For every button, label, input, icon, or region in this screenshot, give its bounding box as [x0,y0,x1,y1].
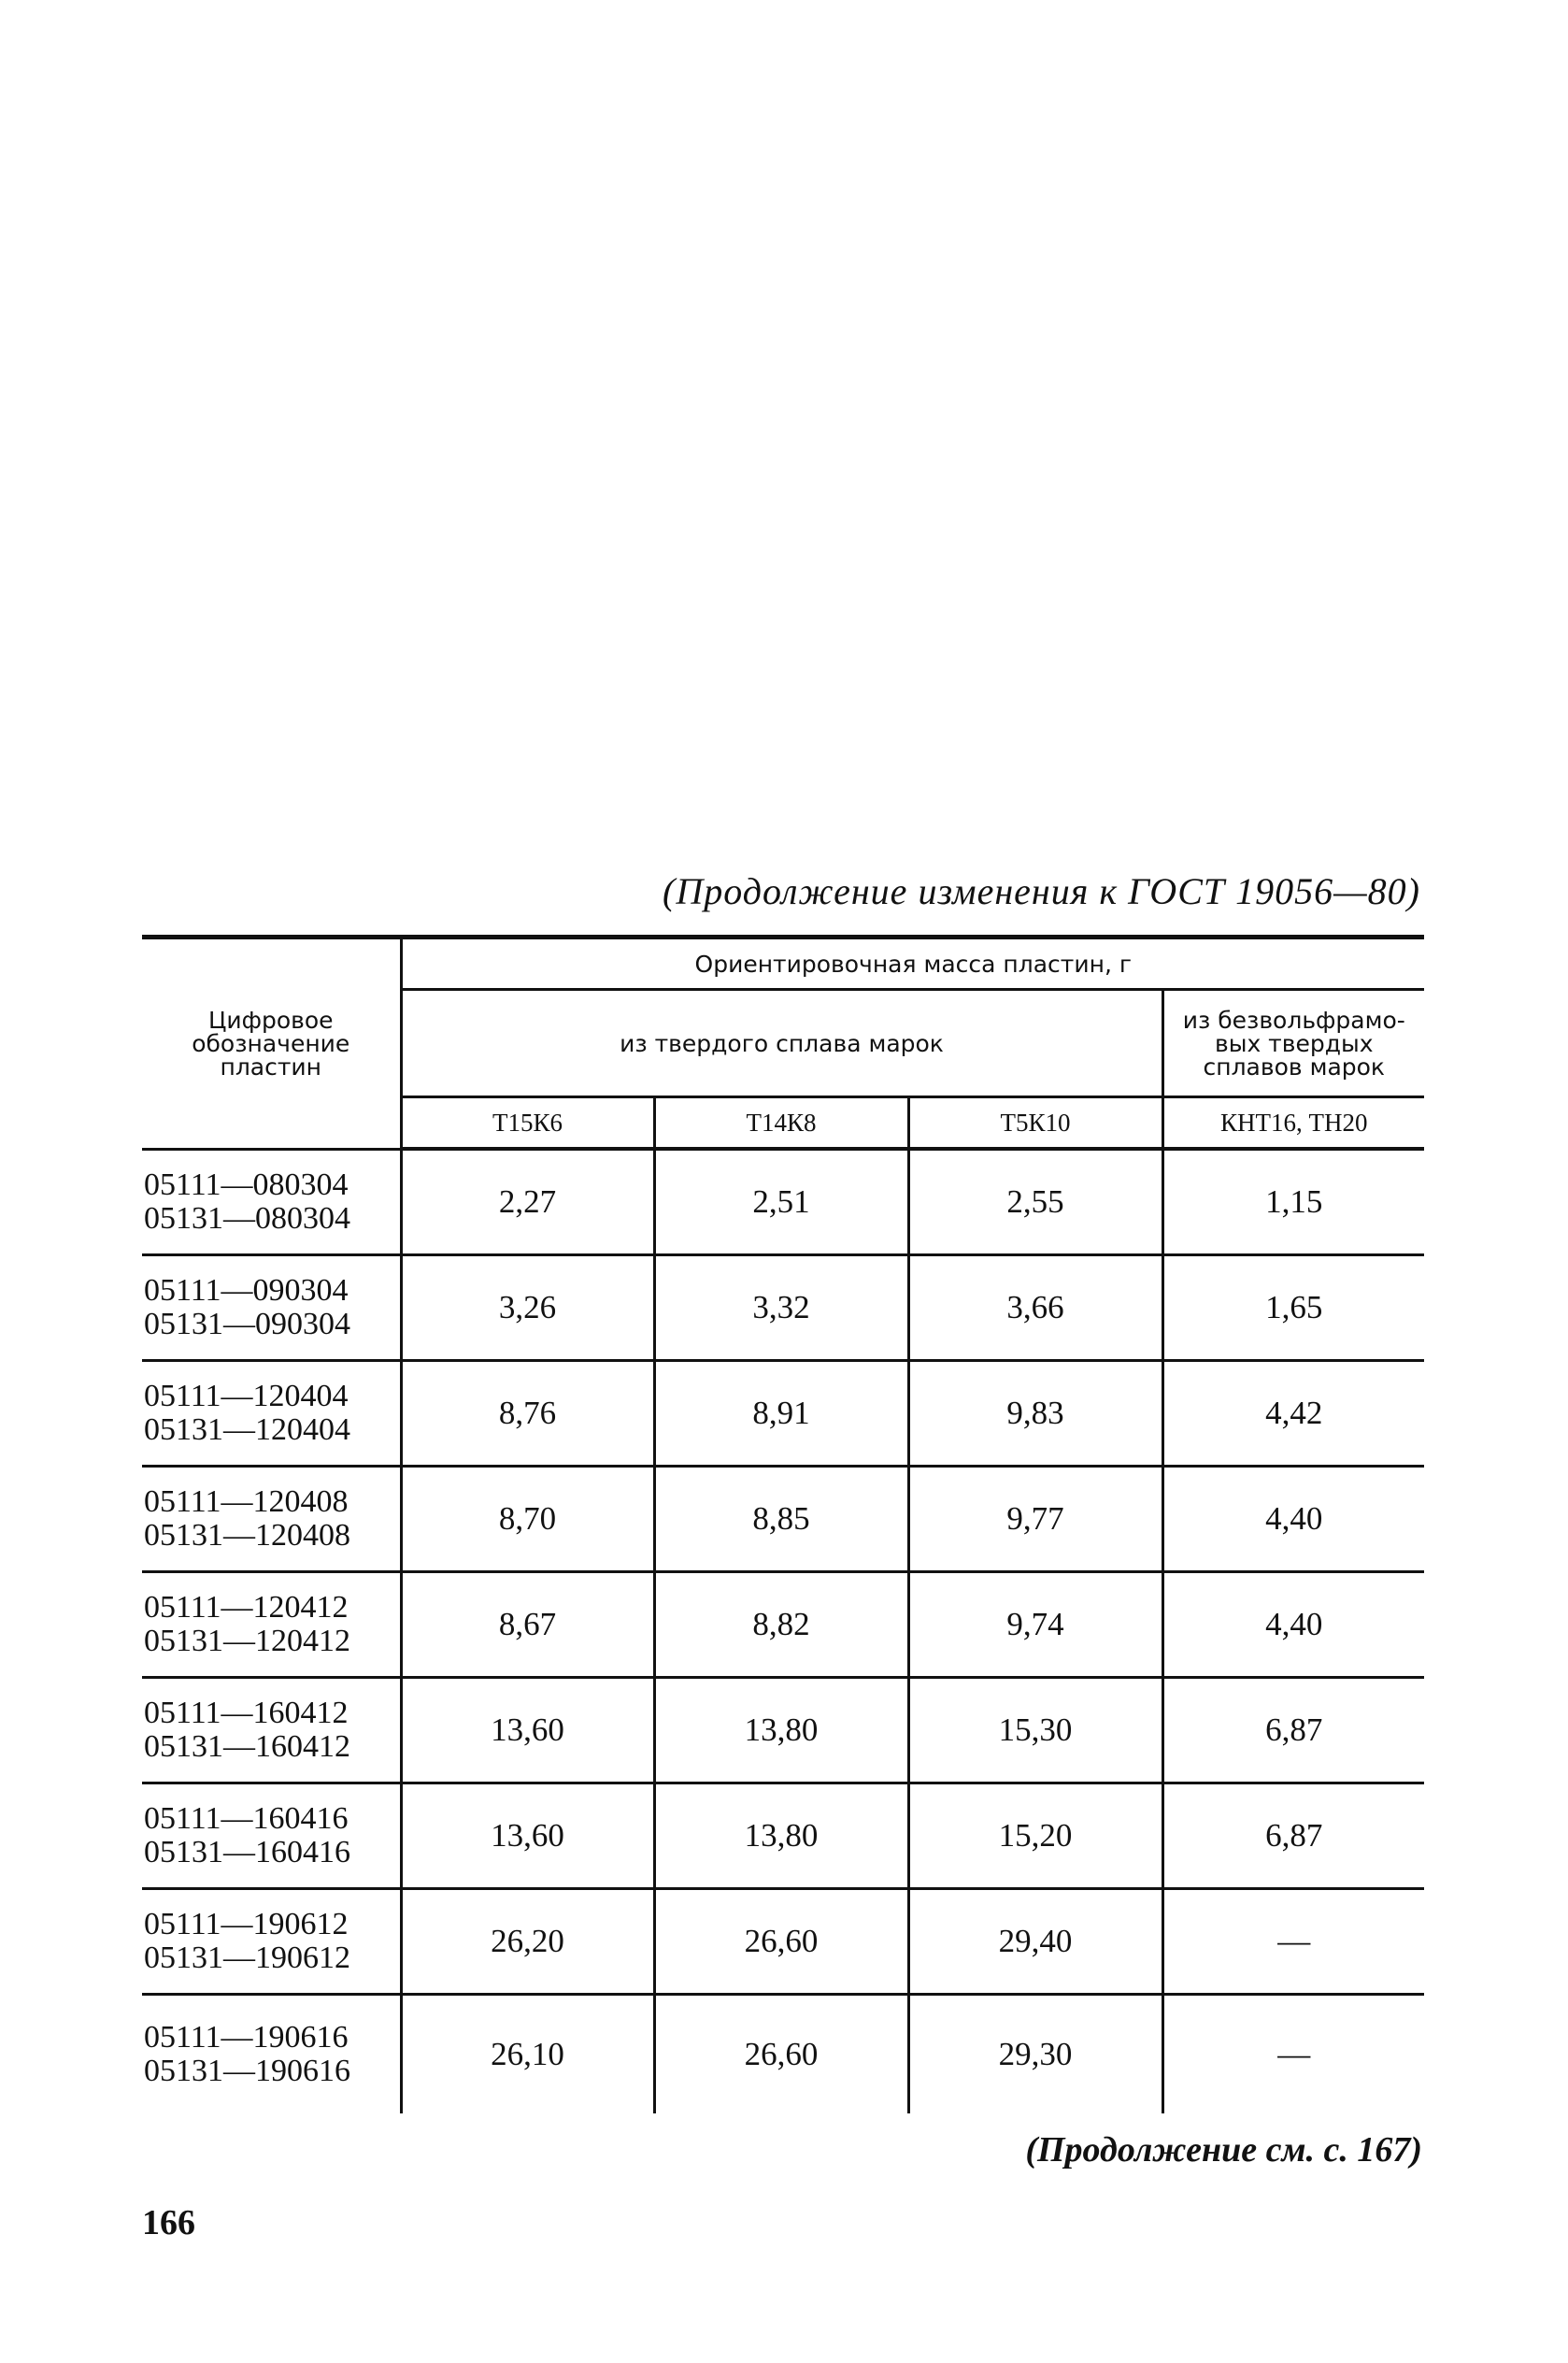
plate-mass-table [142,935,1424,2113]
subgroup-tungsten-free-cell [1162,990,1424,1097]
mass-value-cell: 3,66 [908,1255,1162,1361]
plate-code-line: 05111—090304 [144,1273,349,1309]
row-header-label: Цифровое обозначение пластин [192,1006,350,1081]
mass-value-cell: 4,42 [1162,1361,1424,1467]
row-header-cell [142,938,401,1150]
mass-value-cell: 9,83 [908,1361,1162,1467]
mass-value-cell: 15,30 [908,1678,1162,1783]
mass-value-cell: 8,76 [401,1361,654,1467]
plate-code-line: 05111—160416 [144,1801,349,1837]
page-number: 166 [142,2203,195,2242]
mass-value-cell: 2,27 [401,1149,654,1255]
plate-mass-table-wrapper [142,935,1424,2113]
mass-value-cell: 8,67 [401,1572,654,1678]
mass-value-cell: 8,82 [654,1572,908,1678]
plate-code-line: 05131—120408 [144,1518,350,1553]
mass-value-cell: 8,91 [654,1361,908,1467]
plate-code-line: 05111—120404 [144,1379,349,1414]
mass-value-cell: — [1162,1995,1424,2114]
mass-value-cell: 3,32 [654,1255,908,1361]
mass-value-cell: 29,30 [908,1995,1162,2114]
subgroup-hard-alloy-cell [401,990,1162,1097]
plate-code-line: 05131—160416 [144,1835,350,1869]
mass-value-cell: 26,60 [654,1889,908,1995]
mass-value-cell: — [1162,1889,1424,1995]
mass-value-cell: 3,26 [401,1255,654,1361]
mass-value-cell: 8,85 [654,1467,908,1572]
mass-value-cell: 26,10 [491,2036,564,2072]
column-header-t14k8: Т14К8 [654,1097,908,1150]
plate-code-line: 05131—080304 [144,1200,350,1236]
mass-value-cell: 2,55 [908,1149,1162,1255]
mass-value-cell: 9,74 [908,1572,1162,1678]
continuation-footer: (Продолжение см. с. 167) [1025,2130,1422,2170]
mass-value-cell: 26,20 [401,1889,654,1995]
mass-value-cell: 2,51 [654,1149,908,1255]
table-row [142,1889,1424,1995]
column-header-knt16-tn20: КНТ16, ТН20 [1162,1097,1424,1150]
plate-code-cell [142,1255,401,1361]
mass-value-cell: 6,87 [1162,1783,1424,1889]
mass-value-cell: 1,65 [1162,1255,1424,1361]
mass-value-cell: 4,40 [1162,1467,1424,1572]
plate-code-cell [142,1678,401,1783]
plate-code-line: 05111—120412 [144,1590,349,1625]
mass-value-cell: 26,60 [654,1995,908,2114]
group-header-cell [401,938,1424,990]
plate-code-cell [142,1572,401,1678]
plate-code-line: 05111—190616 [144,2020,349,2055]
column-header-t15k6: Т15К6 [401,1097,654,1150]
mass-value-cell: 9,77 [908,1467,1162,1572]
table-row [142,1783,1424,1889]
mass-value-cell: 8,70 [401,1467,654,1572]
mass-value-cell: 15,20 [908,1783,1162,1889]
mass-value-cell: 29,40 [908,1889,1162,1995]
plate-code-line: 05131—120412 [144,1624,350,1658]
mass-value-cell: 13,80 [654,1783,908,1889]
mass-value-cell: 13,80 [654,1678,908,1783]
plate-code-line: 05131—190616 [144,2054,350,2088]
table-row [142,1361,1424,1467]
subgroup-hard-alloy-label: из твердого сплава марок [620,1029,944,1057]
plate-code-line: 05131—090304 [144,1307,350,1341]
group-header-label: Ориентировочная масса пластин, г [694,950,1132,978]
plate-code-line: 05131—190612 [144,1941,350,1975]
table-row [142,1467,1424,1572]
plate-code-cell [142,1783,401,1889]
table-row [142,1255,1424,1361]
continuation-header: (Продолжение изменения к ГОСТ 19056—80) [663,870,1420,912]
mass-value-cell: 13,60 [401,1783,654,1889]
plate-code-line: 05131—160412 [144,1729,350,1764]
table-row [142,1149,1424,1255]
table-row [142,1995,1424,2114]
subgroup-tungsten-free-label: из безвольфрамо-вых твердых сплавов марок [1182,1006,1405,1081]
plate-code-line: 05131—120404 [144,1412,350,1447]
table-row [142,1572,1424,1678]
plate-code-line: 05111—120408 [144,1484,349,1520]
table-row [142,1678,1424,1783]
plate-code-line: 05111—160412 [144,1696,349,1731]
column-header-t5k10: Т5К10 [908,1097,1162,1150]
plate-code-line: 05111—080304 [144,1167,349,1203]
plate-code-line: 05111—190612 [144,1907,349,1942]
mass-value-cell: 4,40 [1162,1572,1424,1678]
plate-code-cell [142,1361,401,1467]
plate-code-cell [142,1149,401,1255]
plate-code-cell [142,1889,401,1995]
plate-code-cell [142,1995,401,2114]
plate-code-cell [142,1467,401,1572]
mass-value-cell: 6,87 [1162,1678,1424,1783]
mass-value-cell: 13,60 [401,1678,654,1783]
mass-value-cell: 1,15 [1162,1149,1424,1255]
